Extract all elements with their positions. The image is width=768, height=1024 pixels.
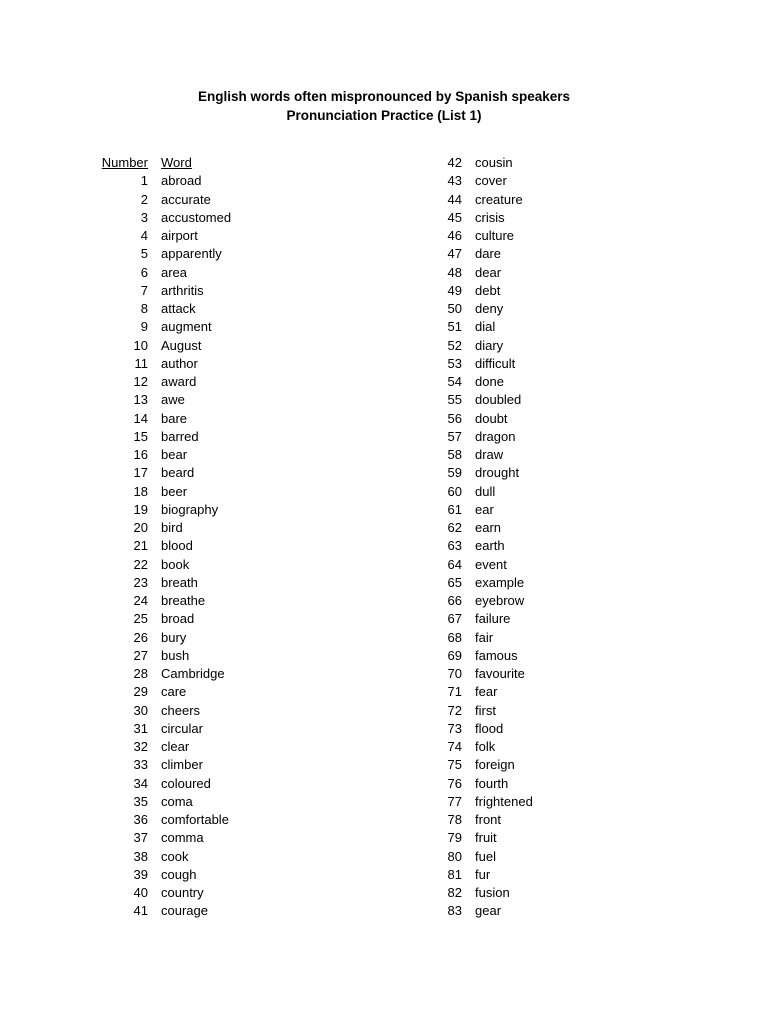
list-item — [94, 428, 231, 446]
word-number: 59 — [447, 465, 462, 481]
word-number: 4 — [140, 228, 148, 243]
list-item — [420, 738, 533, 756]
word-text: dull — [475, 483, 496, 499]
word-number: 82 — [447, 885, 462, 900]
word-number: 36 — [133, 812, 148, 827]
list-item — [94, 629, 231, 647]
list-item — [94, 720, 231, 738]
word-text: drought — [475, 465, 520, 481]
list-item — [420, 702, 533, 720]
word-text: crisis — [475, 209, 505, 225]
list-item — [420, 501, 533, 519]
word-text: cousin — [475, 155, 513, 170]
word-text: famous — [475, 647, 518, 663]
list-item — [420, 720, 533, 738]
list-item — [94, 483, 231, 501]
word-text: failure — [475, 611, 511, 627]
list-item — [94, 318, 231, 336]
word-text: bare — [161, 410, 188, 426]
word-number: 44 — [447, 191, 462, 207]
word-text: dragon — [475, 428, 516, 444]
word-number: 8 — [140, 301, 148, 316]
word-text: ear — [475, 501, 494, 517]
list-item — [420, 775, 533, 793]
list-item — [420, 245, 533, 263]
word-number: 79 — [447, 830, 462, 846]
word-number: 74 — [447, 739, 462, 754]
word-text: coloured — [161, 775, 211, 791]
word-number: 64 — [447, 556, 462, 572]
word-number: 83 — [447, 903, 462, 919]
word-number: 78 — [447, 812, 462, 827]
list-item — [94, 574, 231, 592]
word-number: 25 — [133, 611, 148, 627]
word-text: fear — [475, 684, 498, 700]
word-number: 5 — [140, 246, 148, 262]
word-number: 41 — [133, 903, 148, 919]
word-number: 67 — [447, 611, 462, 627]
word-text: abroad — [161, 173, 202, 189]
list-item — [94, 811, 231, 829]
word-number: 35 — [133, 793, 148, 809]
list-item — [94, 848, 231, 866]
word-text: circular — [161, 720, 203, 736]
word-text: earth — [475, 538, 505, 554]
list-item — [420, 665, 533, 683]
list-item — [420, 519, 533, 537]
word-number: 20 — [133, 520, 148, 535]
word-text: broad — [161, 611, 195, 627]
word-number: 16 — [133, 447, 148, 462]
word-number: 57 — [447, 428, 462, 444]
word-text: diary — [475, 337, 504, 353]
word-text: apparently — [161, 246, 222, 262]
document-subtitle: Pronunciation Practice (List 1) — [286, 108, 482, 123]
word-number: 53 — [447, 355, 462, 371]
word-text: debt — [475, 282, 501, 298]
word-text: done — [475, 374, 504, 389]
word-text: awe — [161, 392, 185, 408]
word-number: 13 — [133, 392, 148, 408]
word-text: dial — [475, 319, 496, 335]
title-block — [0, 87, 768, 125]
list-item — [420, 683, 533, 701]
list-item — [420, 300, 533, 318]
word-text: breathe — [161, 593, 206, 608]
word-number: 50 — [447, 301, 462, 316]
word-number: 65 — [447, 574, 462, 590]
list-item — [420, 373, 533, 391]
list-item — [94, 738, 231, 756]
list-item — [420, 629, 533, 647]
list-item — [94, 519, 231, 537]
word-number: 75 — [447, 757, 462, 773]
list-item — [94, 702, 231, 720]
word-number: 54 — [447, 374, 462, 389]
word-text: book — [161, 556, 190, 572]
word-text: bird — [161, 520, 183, 535]
list-item — [94, 556, 231, 574]
word-number: 52 — [447, 337, 462, 353]
list-item — [94, 410, 231, 428]
word-text: cook — [161, 848, 189, 864]
word-text: award — [161, 374, 197, 389]
word-number: 48 — [447, 264, 462, 280]
list-item — [94, 683, 231, 701]
word-text: fair — [475, 629, 494, 645]
word-text: August — [161, 337, 202, 353]
word-number: 71 — [447, 684, 462, 700]
word-number: 21 — [133, 538, 148, 554]
list-item — [94, 337, 231, 355]
word-number: 7 — [140, 282, 148, 298]
word-text: area — [161, 264, 188, 280]
list-item — [94, 665, 231, 683]
word-text: beard — [161, 465, 195, 481]
list-item — [420, 191, 533, 209]
word-text: accurate — [161, 191, 211, 207]
word-number: 14 — [133, 410, 148, 426]
word-number: 77 — [447, 793, 462, 809]
word-text: difficult — [475, 355, 516, 371]
word-text: foreign — [475, 757, 515, 773]
word-number: 26 — [133, 629, 148, 645]
word-number: 46 — [447, 228, 462, 243]
word-text: blood — [161, 538, 193, 554]
word-number: 45 — [447, 209, 462, 225]
word-number: 24 — [133, 593, 148, 608]
word-text: earn — [475, 520, 502, 535]
word-text: fruit — [475, 830, 497, 846]
word-text: creature — [475, 191, 523, 207]
list-item — [94, 537, 231, 555]
word-number: 19 — [133, 501, 148, 517]
list-item — [94, 793, 231, 811]
word-number: 15 — [133, 428, 148, 444]
word-number: 43 — [447, 173, 462, 189]
list-item — [94, 282, 231, 300]
list-item — [94, 373, 231, 391]
word-number: 47 — [447, 246, 462, 262]
word-number: 39 — [133, 866, 148, 882]
word-text: frightened — [475, 793, 533, 809]
word-text: flood — [475, 720, 504, 736]
document-title: English words often mispronounced by Spanish speakers — [197, 89, 571, 104]
word-text: fuel — [475, 848, 496, 864]
word-text: doubt — [475, 410, 508, 426]
word-text: eyebrow — [475, 593, 525, 608]
list-item — [420, 884, 533, 902]
list-item — [94, 756, 231, 774]
word-number: 69 — [447, 647, 462, 663]
list-item — [420, 428, 533, 446]
word-number: 9 — [140, 319, 148, 335]
list-item — [420, 337, 533, 355]
word-text: front — [475, 812, 502, 827]
word-text: bury — [161, 629, 187, 645]
word-text: dare — [475, 246, 502, 262]
list-item — [94, 647, 231, 665]
word-number: 81 — [447, 866, 462, 882]
list-item — [420, 172, 533, 190]
list-item — [420, 574, 533, 592]
word-number: 27 — [133, 647, 148, 663]
list-item — [94, 300, 231, 318]
word-number: 66 — [447, 593, 462, 608]
word-number: 72 — [447, 702, 462, 718]
word-text: author — [161, 355, 198, 371]
list-item — [420, 902, 533, 920]
list-item — [420, 592, 533, 610]
word-text: accustomed — [161, 209, 232, 225]
word-number: 76 — [447, 775, 462, 791]
list-item — [420, 318, 533, 336]
list-item — [94, 866, 231, 884]
word-number: 32 — [133, 739, 148, 754]
word-text: coma — [161, 793, 193, 809]
list-item — [420, 264, 533, 282]
word-number: 58 — [447, 447, 462, 462]
word-number: 30 — [133, 702, 148, 718]
word-number: 33 — [133, 757, 148, 773]
list-item — [420, 848, 533, 866]
word-text: courage — [161, 903, 208, 919]
word-text: comfortable — [161, 812, 229, 827]
list-item — [420, 355, 533, 373]
word-text: airport — [161, 228, 198, 243]
list-item — [94, 610, 231, 628]
word-text: cover — [475, 173, 507, 189]
list-item — [94, 172, 231, 190]
word-number: 29 — [133, 684, 148, 700]
word-text: doubled — [475, 392, 522, 408]
list-item — [420, 464, 533, 482]
word-number: 31 — [133, 720, 148, 736]
word-number: 49 — [447, 282, 462, 298]
word-text: country — [161, 885, 204, 900]
word-text: folk — [475, 739, 496, 754]
word-number: 34 — [133, 775, 148, 791]
word-text: fourth — [475, 775, 509, 791]
list-item — [94, 446, 231, 464]
word-text: culture — [475, 228, 515, 243]
word-header: Word — [161, 155, 192, 170]
list-item — [94, 829, 231, 847]
word-number: 60 — [447, 483, 462, 499]
word-text: event — [475, 556, 507, 572]
word-text: climber — [161, 757, 203, 773]
word-column-right — [420, 154, 533, 921]
word-text: augment — [161, 319, 212, 335]
word-text: bush — [161, 647, 190, 663]
word-text: fusion — [475, 885, 510, 900]
word-text: draw — [475, 447, 504, 462]
word-number: 80 — [447, 848, 462, 864]
word-number: 12 — [133, 374, 148, 389]
word-number: 70 — [447, 666, 462, 681]
word-number: 23 — [133, 574, 148, 590]
list-item — [420, 647, 533, 665]
word-number: 51 — [447, 319, 462, 335]
word-number: 38 — [133, 848, 148, 864]
list-item — [420, 793, 533, 811]
word-number: 6 — [140, 264, 148, 280]
list-item — [420, 556, 533, 574]
word-number: 61 — [447, 501, 462, 517]
word-number: 63 — [447, 538, 462, 554]
word-number: 62 — [447, 520, 462, 535]
word-text: gear — [475, 903, 502, 919]
word-text: dear — [475, 264, 502, 280]
column-header-row — [94, 154, 231, 172]
word-number: 42 — [447, 155, 462, 170]
word-text: fur — [475, 866, 491, 882]
list-item — [420, 610, 533, 628]
word-number: 10 — [133, 337, 148, 353]
list-item — [94, 501, 231, 519]
list-item — [420, 483, 533, 501]
word-text: example — [475, 574, 525, 590]
word-number: 22 — [133, 556, 148, 572]
word-text: biography — [161, 501, 219, 517]
word-text: beer — [161, 483, 188, 499]
word-text: clear — [161, 739, 190, 754]
list-item — [420, 282, 533, 300]
word-number: 3 — [140, 209, 148, 225]
list-item — [94, 592, 231, 610]
word-text: first — [475, 702, 496, 718]
word-text: cough — [161, 866, 197, 882]
word-text: Cambridge — [161, 666, 225, 681]
word-text: cheers — [161, 702, 201, 718]
list-item — [94, 464, 231, 482]
list-item — [420, 829, 533, 847]
list-item — [420, 756, 533, 774]
word-number: 37 — [133, 830, 148, 846]
word-number: 40 — [133, 885, 148, 900]
list-item — [420, 866, 533, 884]
word-column-left — [94, 154, 231, 921]
word-number: 1 — [140, 173, 148, 189]
list-item — [420, 154, 533, 172]
word-number: 56 — [447, 410, 462, 426]
list-item — [420, 537, 533, 555]
list-item — [94, 884, 231, 902]
list-item — [420, 410, 533, 428]
list-item — [420, 446, 533, 464]
word-number: 73 — [447, 720, 462, 736]
list-item — [94, 191, 231, 209]
list-item — [94, 264, 231, 282]
list-item — [420, 209, 533, 227]
word-text: bear — [161, 447, 188, 462]
word-number: 68 — [447, 629, 462, 645]
list-item — [94, 775, 231, 793]
word-text: deny — [475, 301, 504, 316]
list-item — [94, 209, 231, 227]
list-item — [420, 227, 533, 245]
list-item — [420, 811, 533, 829]
word-text: barred — [161, 428, 199, 444]
list-item — [94, 355, 231, 373]
word-text: breath — [161, 574, 198, 590]
list-item — [94, 902, 231, 920]
word-text: comma — [161, 830, 204, 846]
list-item — [94, 227, 231, 245]
word-text: care — [161, 684, 187, 700]
word-text: arthritis — [161, 282, 204, 298]
number-header: Number — [101, 155, 148, 170]
word-number: 17 — [133, 465, 148, 481]
word-number: 28 — [133, 666, 148, 681]
list-item — [420, 391, 533, 409]
word-number: 2 — [140, 191, 148, 207]
word-text: favourite — [475, 666, 525, 681]
word-text: attack — [161, 301, 196, 316]
word-number: 55 — [447, 392, 462, 408]
word-number: 18 — [133, 483, 148, 499]
list-item — [94, 391, 231, 409]
list-item — [94, 245, 231, 263]
word-number: 11 — [134, 355, 148, 371]
